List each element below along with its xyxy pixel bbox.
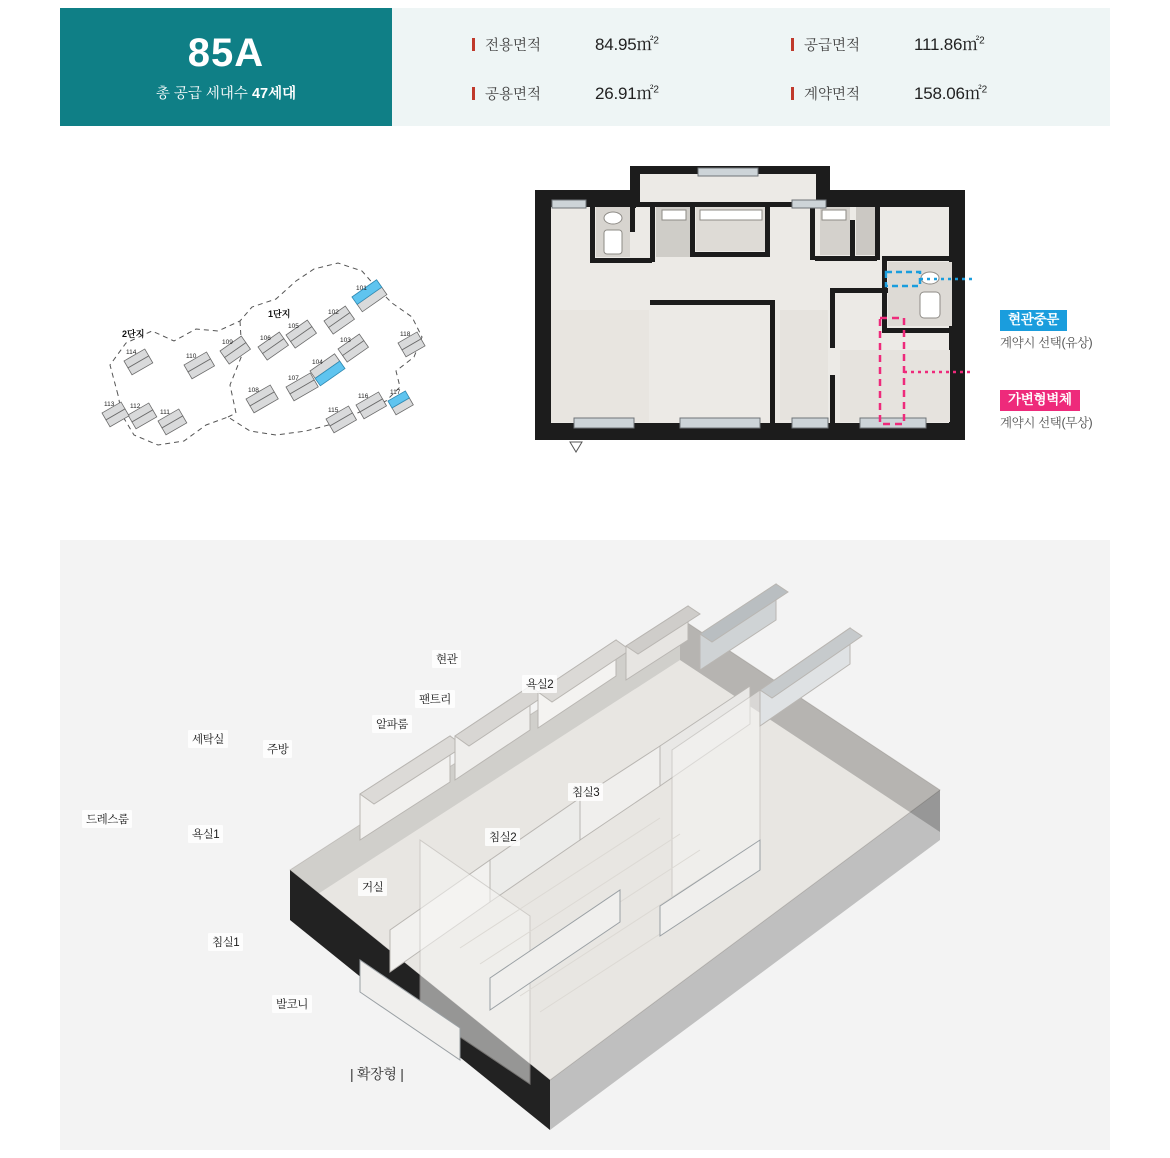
household-count-value: 47세대 <box>251 85 297 102</box>
unit-label: 106 <box>260 335 271 342</box>
area-unit: ㎡ <box>962 35 980 54</box>
unit-label: 115 <box>328 407 339 414</box>
unit-label: 101 <box>356 285 367 292</box>
household-count <box>156 82 296 103</box>
unit-label: 102 <box>328 309 339 316</box>
building-blocks <box>102 280 425 435</box>
area-number: 158.06 <box>914 84 965 103</box>
floor-plan-svg <box>530 160 990 460</box>
room-label-kitchen: 주방 <box>263 740 292 758</box>
area-value <box>595 79 659 104</box>
unit-label: 109 <box>222 339 233 346</box>
area-number: 26.91 <box>595 84 637 103</box>
unit-label: 107 <box>288 375 299 382</box>
area-value <box>595 30 659 55</box>
area-list <box>392 8 1110 126</box>
type-header <box>60 8 1110 126</box>
area-unit-sup: 2 <box>653 35 659 47</box>
site-key-map-svg <box>100 245 500 475</box>
page-title: 85A <box>187 30 265 75</box>
room-label-balcony: 발코니 <box>272 995 312 1013</box>
area-item-exclusive <box>472 30 791 55</box>
room-label-entrance: 현관 <box>432 650 461 668</box>
area-item-supply <box>791 30 1110 55</box>
area-unit: ㎡ <box>636 35 654 54</box>
area-value <box>914 79 987 104</box>
area-unit-sup: 2 <box>981 84 987 96</box>
bullet-icon <box>791 38 794 51</box>
room-label-bedroom1: 침실1 <box>208 933 243 951</box>
district-label-2: 2단지 <box>122 329 145 339</box>
callout-movable-wall <box>1000 390 1092 431</box>
room-label-bath1: 욕실1 <box>188 825 223 843</box>
room-label-bath2: 욕실2 <box>522 675 557 693</box>
unit-floor-plan <box>530 160 990 510</box>
unit-label: 114 <box>126 349 137 356</box>
plan-section <box>60 150 1110 520</box>
room-label-living: 거실 <box>358 878 387 896</box>
unit-label: 103 <box>340 337 351 344</box>
household-count-prefix: 총 공급 세대수 <box>155 85 252 102</box>
area-item-contract <box>791 79 1110 104</box>
room-label-pantry: 팬트리 <box>415 690 455 708</box>
unit-label: 104 <box>312 359 323 366</box>
room-label-laundry: 세탁실 <box>188 730 228 748</box>
area-unit-sup: 2 <box>653 84 659 96</box>
room-label-dressroom: 드레스룸 <box>82 810 132 828</box>
callout-badge: 가변형벽체 <box>1000 390 1080 411</box>
district-divider <box>228 321 242 417</box>
area-number: 111.86 <box>914 35 963 54</box>
area-number: 84.95 <box>595 35 637 54</box>
callout-entry-door <box>1000 310 1092 351</box>
callout-note: 계약시 선택(유상) <box>1000 336 1093 351</box>
callout-badge: 현관중문 <box>1000 310 1067 331</box>
direction-marker-icon <box>570 442 582 452</box>
unit-label: 111 <box>160 409 170 416</box>
area-item-common <box>472 79 791 104</box>
unit-label: 116 <box>358 393 369 400</box>
unit-label: 112 <box>130 403 141 410</box>
bullet-icon <box>472 38 475 51</box>
unit-label: 108 <box>248 387 259 394</box>
area-label: 공급면적 <box>804 38 861 54</box>
bullet-icon <box>791 87 794 100</box>
area-label: 전용면적 <box>485 38 542 54</box>
callout-note: 계약시 선택(무상) <box>1000 416 1093 431</box>
area-value <box>914 30 984 55</box>
room-label-alpha: 알파룸 <box>372 715 412 733</box>
room-label-bedroom2: 침실2 <box>485 828 520 846</box>
perspective-view-svg <box>60 540 1110 1150</box>
area-unit: ㎡ <box>964 84 982 103</box>
area-label: 공용면적 <box>485 87 542 103</box>
district-label-1: 1단지 <box>268 309 291 319</box>
unit-label: 110 <box>186 353 197 360</box>
unit-label: 117 <box>390 389 401 396</box>
room-label-bedroom3: 침실3 <box>568 783 603 801</box>
bullet-icon <box>472 87 475 100</box>
unit-label: 113 <box>104 401 115 408</box>
unit-label: 105 <box>288 323 299 330</box>
area-label: 계약면적 <box>804 87 861 103</box>
type-summary-panel <box>60 8 392 126</box>
area-unit-sup: 2 <box>979 35 985 47</box>
perspective-caption: | 확장형 | <box>350 1066 404 1082</box>
area-unit: ㎡ <box>636 84 654 103</box>
unit-label: 118 <box>400 331 411 338</box>
perspective-view-section <box>60 540 1110 1150</box>
site-key-map <box>100 245 500 475</box>
